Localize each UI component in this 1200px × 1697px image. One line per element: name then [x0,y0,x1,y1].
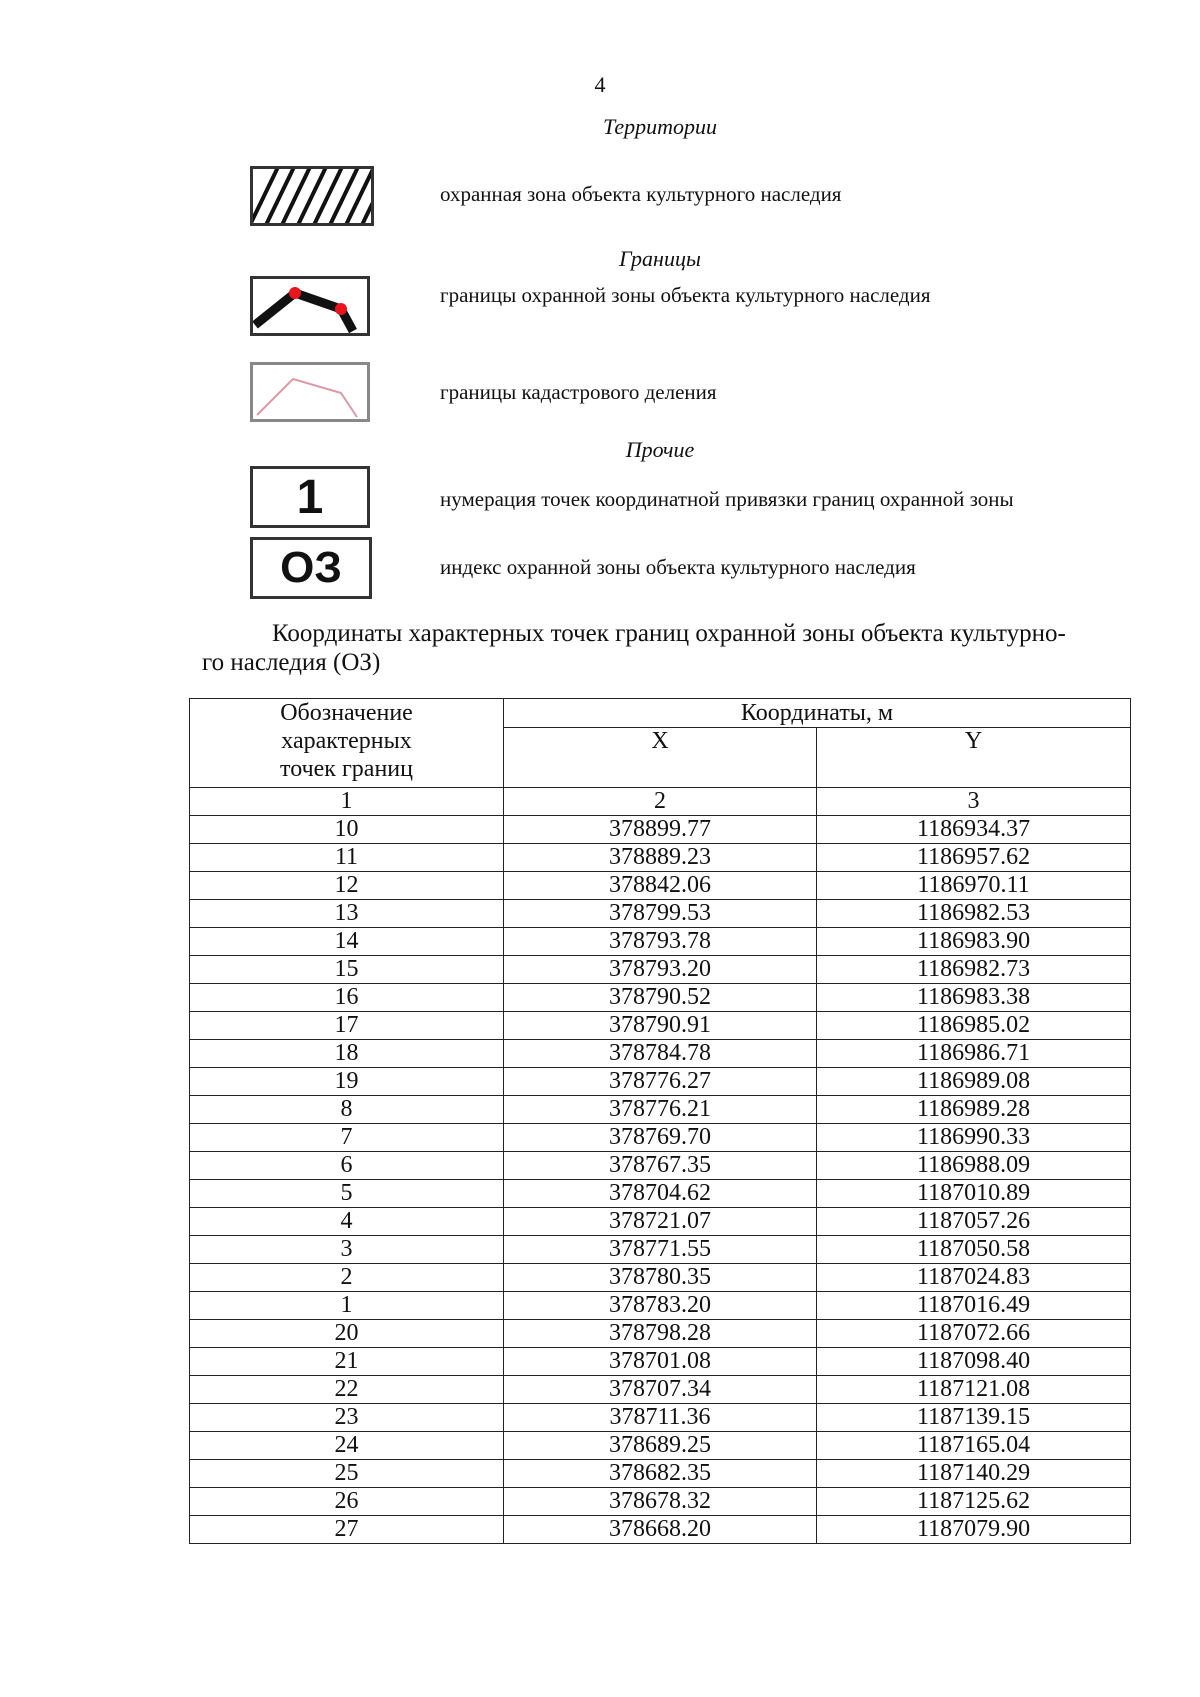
x-cell: 378682.35 [504,1460,817,1488]
y-cell: 1187140.29 [817,1460,1131,1488]
point-cell: 18 [190,1040,504,1068]
x-cell: 378790.91 [504,1012,817,1040]
point-cell: 6 [190,1152,504,1180]
x-cell: 378798.28 [504,1320,817,1348]
point-number-icon: 1 [250,466,370,528]
zone-index-icon: ОЗ [250,537,372,599]
x-cell: 378689.25 [504,1432,817,1460]
point-cell: 20 [190,1320,504,1348]
point-cell: 12 [190,872,504,900]
y-cell: 1187165.04 [817,1432,1131,1460]
table-row [190,1488,1131,1516]
y-cell: 1186986.71 [817,1040,1131,1068]
table-row [190,1012,1131,1040]
heading-other: Прочие [625,437,695,462]
point-cell: 15 [190,956,504,984]
table-row [190,1040,1131,1068]
point-cell: 7 [190,1124,504,1152]
table-row [190,816,1131,844]
column-number-row [190,788,1131,816]
x-cell: 378776.27 [504,1068,817,1096]
point-cell: 13 [190,900,504,928]
point-cell: 8 [190,1096,504,1124]
cadastral-border-icon [250,362,370,422]
table-title-line-2: го наследия (ОЗ) [202,649,381,676]
point-cell: 3 [190,1236,504,1264]
header-point-cell [190,699,504,788]
coordinates-table [189,698,1131,1544]
y-cell: 1187010.89 [817,1180,1131,1208]
heading-territories: Территории [602,114,718,139]
y-cell: 1187072.66 [817,1320,1131,1348]
table-row [190,1432,1131,1460]
y-cell: 1186983.38 [817,984,1131,1012]
y-cell: 1186989.08 [817,1068,1131,1096]
table-row [190,928,1131,956]
x-cell: 378668.20 [504,1516,817,1544]
point-cell: 4 [190,1208,504,1236]
zone-border-legend-text: границы охранной зоны объекта культурного наследия [440,283,931,307]
y-cell: 1187024.83 [817,1264,1131,1292]
header-point-line-2: характерных [281,728,412,754]
table-row [190,1348,1131,1376]
header-point-line-1: Обозначение [280,700,413,726]
x-cell: 378780.35 [504,1264,817,1292]
table-row [190,1068,1131,1096]
table-title-line-1: Координаты характерных точек границ охранной зоны объекта культурно- [272,620,1066,647]
x-cell: 378711.36 [504,1404,817,1432]
table-row [190,956,1131,984]
y-cell: 1187050.58 [817,1236,1131,1264]
x-cell: 378769.70 [504,1124,817,1152]
column-number-1: 1 [190,788,504,816]
y-cell: 1187079.90 [817,1516,1131,1544]
table-row [190,1096,1131,1124]
x-cell: 378899.77 [504,816,817,844]
y-cell: 1186983.90 [817,928,1131,956]
header-row [190,699,1131,728]
point-cell: 21 [190,1348,504,1376]
x-cell: 378783.20 [504,1292,817,1320]
point-cell: 11 [190,844,504,872]
y-cell: 1186970.11 [817,872,1131,900]
table-row [190,1152,1131,1180]
y-cell: 1186988.09 [817,1152,1131,1180]
table-row [190,1264,1131,1292]
point-cell: 24 [190,1432,504,1460]
table-row [190,1460,1131,1488]
table-row [190,1208,1131,1236]
table-row [190,1320,1131,1348]
x-cell: 378704.62 [504,1180,817,1208]
point-cell: 17 [190,1012,504,1040]
zone-legend-text: охранная зона объекта культурного наследия [440,182,842,206]
point-cell: 1 [190,1292,504,1320]
point-cell: 26 [190,1488,504,1516]
point-cell: 16 [190,984,504,1012]
x-cell: 378776.21 [504,1096,817,1124]
index-legend-text: индекс охранной зоны объекта культурного наследия [440,555,916,579]
point-cell: 22 [190,1376,504,1404]
y-cell: 1186982.53 [817,900,1131,928]
point-cell: 25 [190,1460,504,1488]
table-row [190,872,1131,900]
x-cell: 378793.20 [504,956,817,984]
hatched-zone-icon [250,166,374,226]
x-cell: 378721.07 [504,1208,817,1236]
table-row [190,1236,1131,1264]
column-number-2: 2 [504,788,817,816]
heading-borders: Границы [619,246,701,271]
y-cell: 1187125.62 [817,1488,1131,1516]
header-coords: Координаты, м [504,699,1131,728]
y-cell: 1186985.02 [817,1012,1131,1040]
table-row [190,1124,1131,1152]
y-cell: 1186982.73 [817,956,1131,984]
table-row [190,900,1131,928]
y-cell: 1186990.33 [817,1124,1131,1152]
point-cell: 27 [190,1516,504,1544]
y-cell: 1186989.28 [817,1096,1131,1124]
y-cell: 1186957.62 [817,844,1131,872]
y-cell: 1187121.08 [817,1376,1131,1404]
cadastral-legend-text: границы кадастрового деления [440,380,717,404]
table-row [190,1180,1131,1208]
coordinates-table-body [190,699,1131,1544]
point-cell: 2 [190,1264,504,1292]
x-cell: 378771.55 [504,1236,817,1264]
x-cell: 378842.06 [504,872,817,900]
table-row [190,1376,1131,1404]
zone-border-icon [250,276,370,336]
x-cell: 378799.53 [504,900,817,928]
table-row [190,984,1131,1012]
numbering-legend-text: нумерация точек координатной привязки границ охранной зоны [440,487,1014,511]
x-cell: 378790.52 [504,984,817,1012]
y-cell: 1186934.37 [817,816,1131,844]
x-cell: 378793.78 [504,928,817,956]
x-cell: 378707.34 [504,1376,817,1404]
x-cell: 378889.23 [504,844,817,872]
point-cell: 14 [190,928,504,956]
x-cell: 378678.32 [504,1488,817,1516]
x-cell: 378767.35 [504,1152,817,1180]
y-cell: 1187057.26 [817,1208,1131,1236]
x-cell: 378784.78 [504,1040,817,1068]
header-x: X [504,728,817,788]
y-cell: 1187016.49 [817,1292,1131,1320]
point-cell: 23 [190,1404,504,1432]
point-cell: 10 [190,816,504,844]
table-row [190,1516,1131,1544]
table-row [190,1404,1131,1432]
page-number: 4 [594,72,606,97]
table-row [190,1292,1131,1320]
table-row [190,844,1131,872]
column-number-3: 3 [817,788,1131,816]
point-cell: 19 [190,1068,504,1096]
header-y: Y [817,728,1131,788]
header-point-line-3: точек границ [280,756,413,782]
y-cell: 1187098.40 [817,1348,1131,1376]
point-cell: 5 [190,1180,504,1208]
y-cell: 1187139.15 [817,1404,1131,1432]
x-cell: 378701.08 [504,1348,817,1376]
